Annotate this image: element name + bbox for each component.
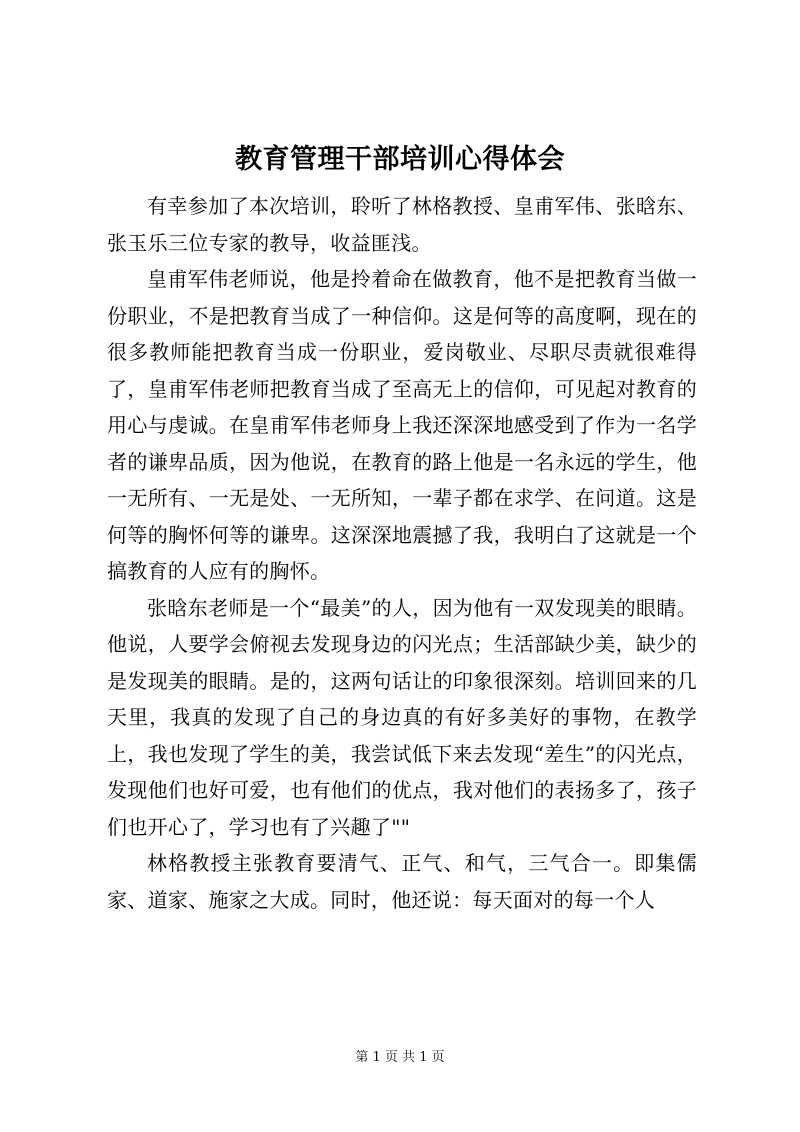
paragraph-intro: 有幸参加了本次培训，聆听了林格教授、皇甫军伟、张晗东、张玉乐三位专家的教导，收益匪浅。: [107, 194, 697, 255]
paragraph-zhang: 张晗东老师是一个“最美”的人，因为他有一双发现美的眼睛。他说，人要学会俯视去发现身边的闪光点；生活部缺少美，缺少的是发现美的眼睛。是的，这两句话让的印象很深刻。培训回来的几天里，我真的发现了自己的身边真的有好多美好的事物，在教学上，我也发现了学生的美，我尝试低下来去发现“差生”的闪光点，发现他们也好可爱，也有他们的优点，我对他们的表扬多了，孩子们也开心了，学习也有了兴趣了"": [107, 595, 697, 839]
paragraph-linge: 林格教授主张教育要清气、正气、和气，三气合一。即集儒家、道家、施家之大成。同时，他还说：每天面对的每一个人: [107, 851, 697, 912]
page-footer: 第 1 页 共 1 页: [355, 1050, 445, 1065]
document-title: 教育管理干部培训心得体会: [235, 144, 565, 175]
paragraph-huangfu: 皇甫军伟老师说，他是拎着命在做教育，他不是把教育当做一份职业，不是把教育当成了一种信仰。这是何等的高度啊，现在的很多教师能把教育当成一份职业，爱岗敬业、尽职尽责就很难得了，皇甫军伟老师把教育当成了至高无上的信仰，可见起对教育的用心与虔诚。在皇甫军伟老师身上我还深深地感受到了作为一名学者的谦卑品质，因为他说，在教育的路上他是一名永远的学生，他一无所有、一无是处、一无所知，一辈子都在求学、在问道。这是何等的胸怀何等的谦卑。这深深地震撼了我，我明白了这就是一个搞教育的人应有的胸怀。: [107, 267, 697, 583]
document-body: [107, 188, 697, 918]
